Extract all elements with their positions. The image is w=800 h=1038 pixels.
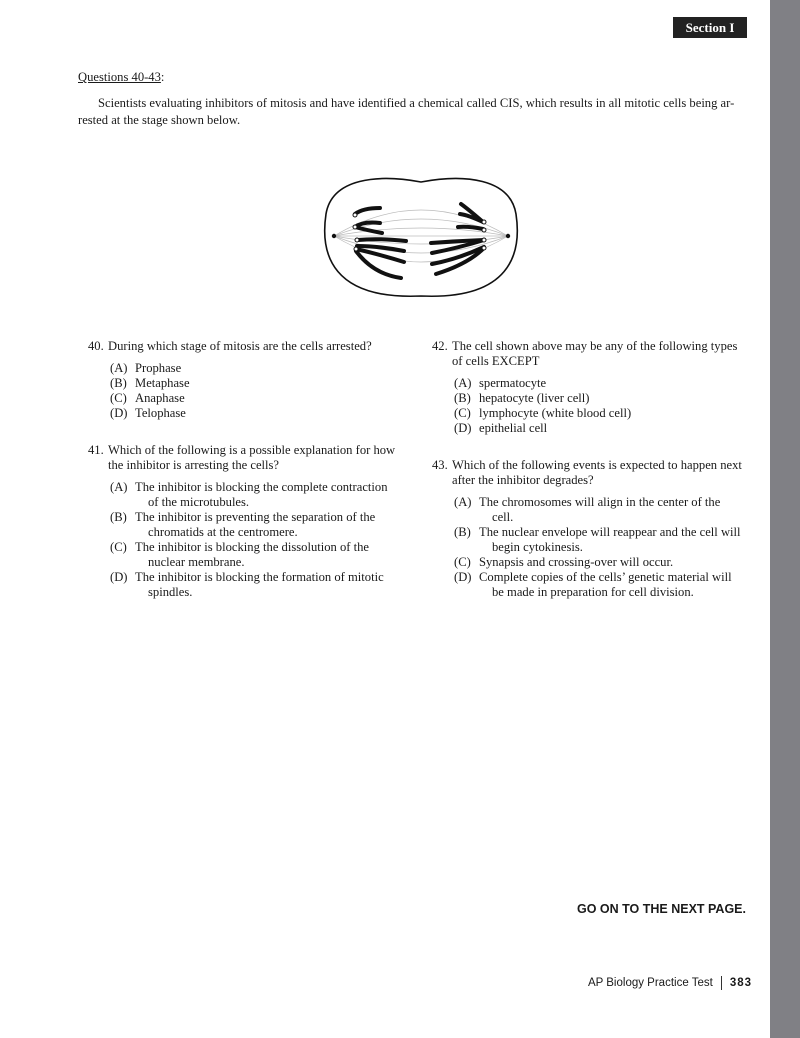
section-label: Section I [673, 17, 747, 38]
option-text: Synapsis and crossing-over will occur. [479, 555, 674, 569]
questions-header [78, 70, 164, 85]
option-letter: (D) [110, 570, 128, 584]
go-on-notice: GO ON TO THE NEXT PAGE. [576, 902, 746, 916]
option-letter: (A) [110, 361, 128, 375]
option-text: The inhibitor is blocking the complete contraction [135, 480, 388, 494]
question-stem: the inhibitor is arresting the cells? [108, 458, 280, 472]
option-letter: (D) [454, 570, 472, 584]
option-text: Complete copies of the cells’ genetic material will [479, 570, 732, 584]
question-stem: Which of the following events is expected to happen next [452, 458, 742, 472]
page-footer [480, 976, 752, 990]
option-letter: (B) [454, 525, 471, 539]
option-text-cont: cell. [492, 510, 514, 524]
option-letter: (B) [110, 376, 127, 390]
option-text: The nuclear envelope will reappear and the cell will [479, 525, 741, 539]
option-letter: (C) [110, 391, 127, 405]
question-stem: The cell shown above may be any of the following types [452, 339, 738, 353]
question-number: 40. [88, 339, 104, 353]
option-text: spermatocyte [479, 376, 547, 390]
option-letter: (D) [110, 406, 128, 420]
question-stem: During which stage of mitosis are the cells arrested? [108, 339, 372, 353]
option-text: The chromosomes will align in the center of the [479, 495, 721, 509]
page-edge-tab [770, 0, 800, 1038]
option-text: Telophase [135, 406, 186, 420]
option-text: Metaphase [135, 376, 190, 390]
option-text: Prophase [135, 361, 182, 375]
option-letter: (A) [454, 495, 472, 509]
question-stem: of cells EXCEPT [452, 354, 540, 368]
question-number: 41. [88, 443, 104, 457]
option-text: The inhibitor is blocking the formation of mitotic [135, 570, 384, 584]
option-text: Anaphase [135, 391, 185, 405]
option-text-cont: nuclear membrane. [148, 555, 245, 569]
footer-divider [721, 976, 722, 990]
option-letter: (C) [110, 540, 127, 554]
intro-line-2: rested at the stage shown below. [78, 113, 241, 127]
question-stem: after the inhibitor degrades? [452, 473, 594, 487]
question-number: 42. [432, 339, 448, 353]
option-text: lymphocyte (white blood cell) [479, 406, 632, 420]
intro-line-1: Scientists evaluating inhibitors of mitosis and have identified a chemical called CIS, which results in all mitotic cells being ar- [98, 96, 735, 110]
option-text-cont: be made in preparation for cell division. [492, 585, 694, 599]
option-text-cont: chromatids at the centromere. [148, 525, 298, 539]
colon: : [160, 70, 165, 84]
option-letter: (A) [454, 376, 472, 390]
page-number: 383 [729, 977, 752, 990]
option-letter: (A) [110, 480, 128, 494]
option-letter: (B) [454, 391, 471, 405]
option-letter: (C) [454, 555, 471, 569]
questions-range: Questions 40-43 [78, 70, 161, 84]
mitosis-cell-diagram [318, 174, 524, 304]
option-text-cont: of the microtubules. [148, 495, 250, 509]
option-text: The inhibitor is blocking the dissolution of the [135, 540, 370, 554]
footer-title: AP Biology Practice Test [587, 977, 713, 990]
option-text: hepatocyte (liver cell) [479, 391, 590, 405]
question-number: 43. [432, 458, 448, 472]
option-text-cont: spindles. [148, 585, 193, 599]
option-letter: (B) [110, 510, 127, 524]
question-stem: Which of the following is a possible explanation for how [108, 443, 396, 457]
option-text: epithelial cell [479, 421, 548, 435]
option-text-cont: begin cytokinesis. [492, 540, 583, 554]
option-text: The inhibitor is preventing the separation of the [135, 510, 376, 524]
option-letter: (D) [454, 421, 472, 435]
option-letter: (C) [454, 406, 471, 420]
